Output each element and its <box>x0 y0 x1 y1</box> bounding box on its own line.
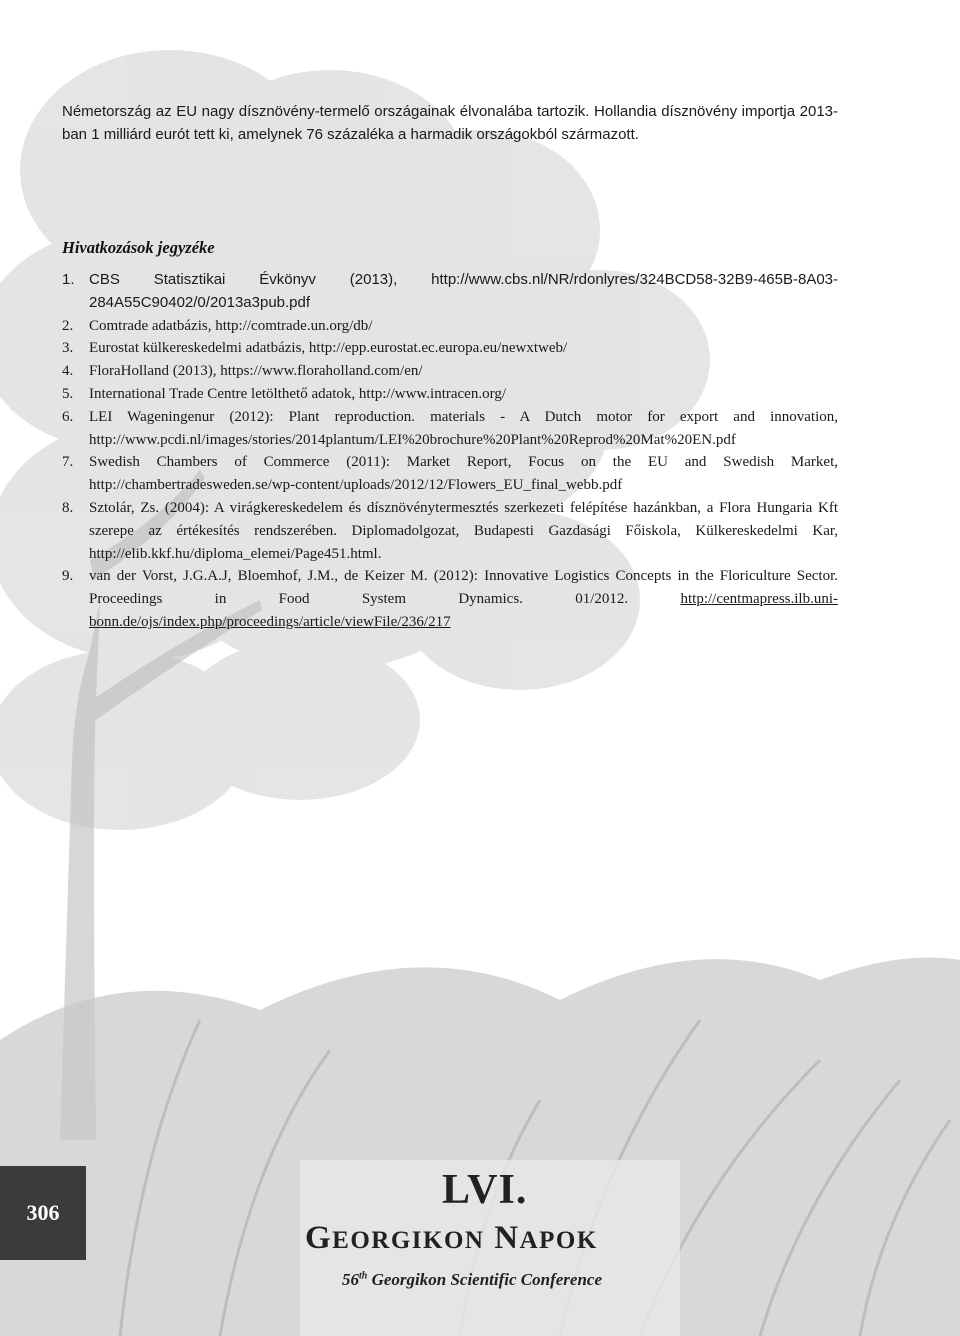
subtitle-text: Georgikon Scientific Conference <box>367 1270 603 1289</box>
reference-number: 5. <box>62 385 74 402</box>
reference-item <box>62 269 838 315</box>
reference-text: International Trade Centre letölthető adatok, http://www.intracen.org/ <box>89 385 506 402</box>
references-heading: Hivatkozások jegyzéke <box>62 238 215 257</box>
reference-number: 2. <box>62 317 74 334</box>
reference-number: 6. <box>62 408 74 425</box>
page-content <box>62 100 838 634</box>
reference-item <box>62 565 838 633</box>
reference-link[interactable]: http://centmapress.ilb.uni-bonn.de/ojs/index.php/proceedings/article/viewFile/236/217 <box>89 591 838 630</box>
title-initial-n: N <box>494 1220 520 1256</box>
conference-title <box>305 1220 598 1257</box>
conference-numeral: LVI. <box>442 1167 528 1213</box>
reference-text: Sztolár, Zs. (2004): A virágkereskedelem és dísznövénytermesztés szerkezeti felépítése hazánkban, a Flora Hungaria Kft szerepe az értékesítés rendszerében. Diplomadolgozat, Budapesti Gazdasági Főiskola, Külkereskedelmi Kar, http://elib.kkf.hu/diploma_elemei/Page451.html. <box>89 499 838 562</box>
reference-number: 1. <box>62 271 75 288</box>
reference-text: Comtrade adatbázis, http://comtrade.un.org/db/ <box>89 317 373 334</box>
reference-item <box>62 451 838 497</box>
reference-text: CBS Statisztikai Évkönyv (2013), http://www.cbs.nl/NR/rdonlyres/324BCD58-32B9-465B-8A03-284A55C90402/0/2013a3pub.pdf <box>89 271 838 311</box>
reference-number: 4. <box>62 363 74 380</box>
reference-item <box>62 360 838 383</box>
subtitle-number: 56 <box>342 1270 359 1289</box>
reference-item <box>62 406 838 452</box>
reference-number: 9. <box>62 568 74 585</box>
reference-text: Swedish Chambers of Commerce (2011): Market Report, Focus on the EU and Swedish Market, http://chambertradesweden.se/wp-content/uploads/2012/12/Flowers_EU_final_webb.pdf <box>89 454 838 494</box>
reference-number: 3. <box>62 340 74 357</box>
title-rest-napok: APOK <box>519 1227 598 1254</box>
subtitle-suffix: th <box>359 1270 368 1282</box>
intro-paragraph: Németország az EU nagy dísznövény-termelő országainak élvonalába tartozik. Hollandia dísznövény importja 2013-ban 1 milliárd eurót tett ki, amelynek 76 százaléka a harmadik országokból származott. <box>62 103 838 143</box>
reference-text: LEI Wageningenur (2012): Plant reproduction. materials - A Dutch motor for export and innovation, http://www.pcdi.nl/images/stories/2014plantum/LEI%20brochure%20Plant%20Reprod%20Mat%20EN.pdf <box>89 408 838 448</box>
reference-number: 7. <box>62 454 74 471</box>
reference-item <box>62 497 838 565</box>
reference-list <box>62 269 838 634</box>
title-initial-g: G <box>305 1220 333 1256</box>
reference-item <box>62 383 838 406</box>
title-rest-georgikon: EORGIKON <box>332 1227 485 1254</box>
reference-number: 8. <box>62 499 74 516</box>
reference-text: Eurostat külkereskedelmi adatbázis, http://epp.eurostat.ec.europa.eu/newxtweb/ <box>89 340 568 357</box>
page-number: 306 <box>0 1166 86 1260</box>
reference-item <box>62 337 838 360</box>
reference-item <box>62 315 838 338</box>
reference-text: FloraHolland (2013), https://www.floraholland.com/en/ <box>89 363 423 380</box>
conference-subtitle <box>342 1270 602 1290</box>
reference-text: van der Vorst, J.G.A.J, Bloemhof, J.M., de Keizer M. (2012): Innovative Logistics Concepts in the Floriculture Sector. Proceedings in Food System Dynamics. 01/2012. <box>89 568 838 608</box>
